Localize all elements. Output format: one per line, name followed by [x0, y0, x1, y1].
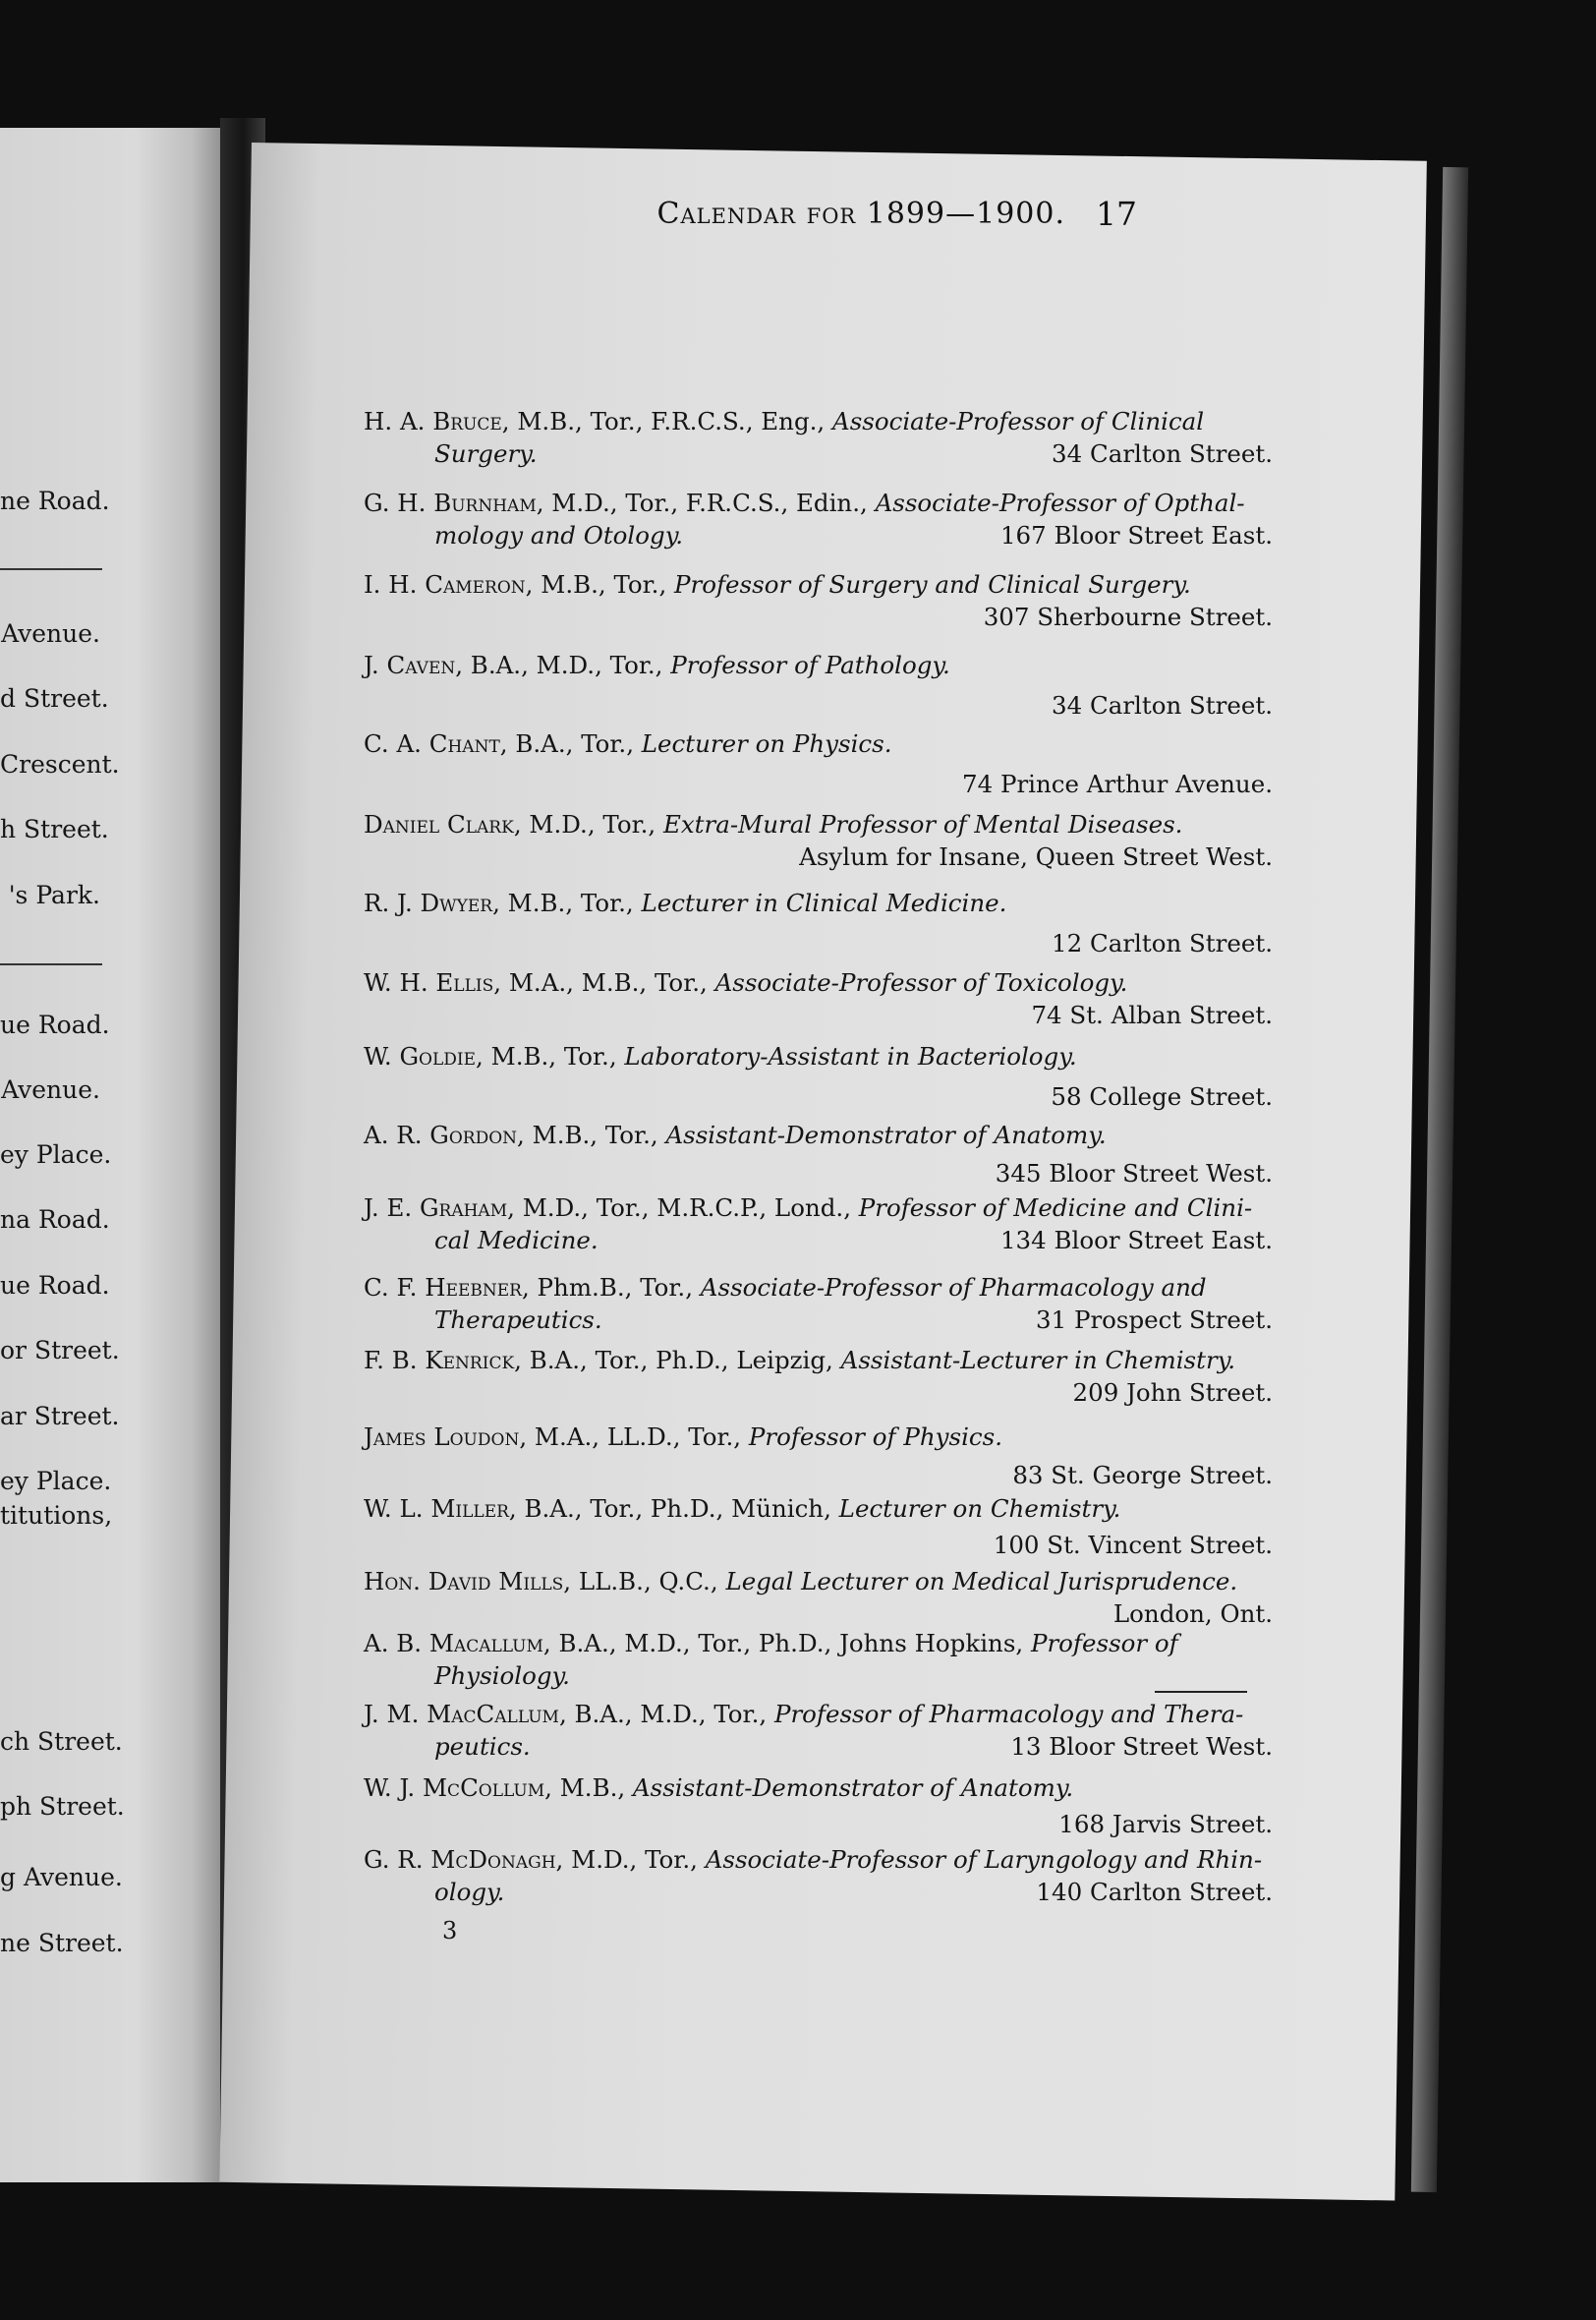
entry-title: Professor of Surgery and Clinical Surgery.: [674, 570, 1191, 599]
entry-quals: , B.A., Tor., Ph.D., Leipzig,: [514, 1346, 841, 1374]
faculty-entry: [364, 1843, 1273, 1908]
entry-quals: , M.D., Tor., F.R.C.S., Edin.,: [536, 489, 876, 517]
entry-title: Professor of Medicine and Clini-: [858, 1193, 1253, 1222]
entry-address: 167 Bloor Street East.: [999, 521, 1273, 550]
entry-title: Associate-Professor of Laryngology and Rhin-: [705, 1845, 1263, 1874]
faculty-entry: [364, 1627, 1273, 1692]
entry-title: Associate-Professor of Toxicology.: [714, 968, 1128, 997]
left-fragment: g Avenue.: [0, 1863, 123, 1891]
faculty-entry: [364, 966, 1273, 1031]
entry-name: W. Goldie: [364, 1042, 477, 1071]
entry-name: J. M. MacCallum: [364, 1700, 559, 1728]
left-fragment: ar Street.: [0, 1402, 120, 1430]
entry-name: G. H. Burnham: [364, 489, 537, 517]
entry-address: 83 St. George Street.: [1012, 1461, 1273, 1489]
entry-address: 13 Bloor Street West.: [1010, 1732, 1273, 1761]
faculty-entry: [364, 1344, 1273, 1409]
entry-title: Professor of: [1030, 1629, 1178, 1657]
entry-quals: , B.A., M.D., Tor.,: [558, 1700, 774, 1728]
entry-address: 34 Carlton Street.: [1052, 439, 1273, 468]
entry-name: Daniel Clark: [364, 810, 514, 839]
faculty-entry: [364, 487, 1273, 551]
faculty-entry: [364, 1040, 1273, 1113]
entry-quals: , M.B., Tor.,: [492, 889, 642, 917]
entry-name: A. R. Gordon: [364, 1121, 518, 1149]
entry-quals: , M.D., Tor.,: [513, 810, 663, 839]
section-rule: [1155, 1691, 1247, 1693]
entry-name: I. H. Cameron: [364, 570, 526, 599]
entry-address: 74 Prince Arthur Avenue.: [962, 770, 1273, 798]
entry-address: 58 College Street.: [1051, 1082, 1273, 1111]
entry-quals: , B.A., M.D., Tor., Ph.D., Johns Hopkins,: [542, 1629, 1031, 1657]
faculty-entry: [364, 1119, 1273, 1189]
entry-address: London, Ont.: [1112, 1599, 1273, 1628]
faculty-entry: [364, 887, 1273, 959]
entry-title: Professor of Pathology.: [670, 651, 950, 679]
left-fragment: Avenue.: [1, 1075, 100, 1104]
faculty-entry: [364, 1421, 1273, 1491]
faculty-entry: [364, 727, 1273, 800]
entry-quals: , B.A., M.D., Tor.,: [455, 651, 671, 679]
left-fragment: d Street.: [0, 684, 109, 713]
left-page: [0, 128, 226, 2182]
entry-name: W. H. Ellis: [364, 968, 494, 997]
entry-title: Lecturer in Clinical Medicine.: [641, 889, 1007, 917]
left-fragment: ue Road.: [0, 1011, 110, 1039]
entry-quals: , M.B., Tor.,: [525, 570, 675, 599]
entry-title-cont: mology and Otology.: [434, 521, 684, 550]
left-fragment: Crescent.: [0, 750, 120, 779]
running-header: Calendar for 1899—1900.: [656, 197, 1065, 231]
faculty-entry: [364, 1271, 1273, 1336]
entry-title: Laboratory-Assistant in Bacteriology.: [624, 1042, 1077, 1071]
left-rule: [0, 963, 102, 965]
faculty-entry: [364, 808, 1273, 873]
entry-title-cont: Physiology.: [434, 1661, 570, 1690]
entry-title: Associate-Professor of Opthal-: [875, 489, 1245, 517]
left-fragment: h Street.: [0, 815, 109, 843]
entry-address: 100 St. Vincent Street.: [993, 1531, 1273, 1559]
entry-quals: , M.D., Tor., M.R.C.P., Lond.,: [507, 1193, 859, 1222]
left-fragment: titutions,: [0, 1501, 113, 1530]
entry-quals: , B.A., Tor., Ph.D., Münich,: [508, 1494, 839, 1523]
entry-quals: , M.A., LL.D., Tor.,: [519, 1422, 749, 1451]
left-fragment: or Street.: [0, 1336, 120, 1364]
entry-quals: , M.B., Tor., F.R.C.S., Eng.,: [501, 407, 833, 435]
entry-address: 134 Bloor Street East.: [999, 1226, 1273, 1254]
left-fragment: ey Place.: [0, 1140, 112, 1169]
entry-name: H. A. Bruce: [364, 407, 502, 435]
entry-name: G. R. McDonagh: [364, 1845, 556, 1874]
entry-title-cont: ology.: [434, 1878, 505, 1906]
left-fragment: ey Place.: [0, 1467, 112, 1495]
entry-quals: , M.D., Tor.,: [555, 1845, 706, 1874]
left-rule: [0, 568, 102, 570]
entry-name: J. E. Graham: [364, 1193, 508, 1222]
left-fragment: ue Road.: [0, 1271, 110, 1300]
left-fragment: ch Street.: [0, 1727, 123, 1756]
entry-title-cont: cal Medicine.: [434, 1226, 598, 1254]
entry-quals: , M.A., M.B., Tor.,: [493, 968, 715, 997]
faculty-entry: [364, 405, 1273, 470]
entry-address: 31 Prospect Street.: [1036, 1305, 1273, 1334]
entry-name: R. J. Dwyer: [364, 889, 493, 917]
entry-title-cont: peutics.: [434, 1732, 531, 1761]
entry-address: 34 Carlton Street.: [1052, 691, 1273, 720]
entry-title: Extra-Mural Professor of Mental Diseases.: [662, 810, 1183, 839]
entry-address: 345 Bloor Street West.: [995, 1159, 1273, 1188]
entry-title-cont: Therapeutics.: [434, 1305, 602, 1334]
faculty-entry: [364, 568, 1273, 633]
entry-name: Hon. David Mills: [364, 1567, 564, 1595]
left-fragment: ph Street.: [0, 1792, 125, 1821]
entry-address: 12 Carlton Street.: [1052, 929, 1273, 957]
entry-quals: , M.B.,: [544, 1773, 633, 1802]
faculty-entry: [364, 1698, 1273, 1763]
faculty-entry: [364, 1191, 1273, 1256]
left-fragment: 's Park.: [8, 881, 100, 909]
entry-name: A. B. Macallum: [364, 1629, 543, 1657]
entry-address: 168 Jarvis Street.: [1058, 1810, 1273, 1838]
entry-title-cont: Surgery.: [434, 439, 538, 468]
entry-title: Lecturer on Physics.: [641, 729, 892, 758]
faculty-entry: [364, 1771, 1273, 1840]
faculty-entry: [364, 1492, 1273, 1561]
entry-title: Lecturer on Chemistry.: [838, 1494, 1121, 1523]
entry-address: 140 Carlton Street.: [1036, 1878, 1273, 1906]
left-fragment: na Road.: [0, 1205, 110, 1234]
entry-title: Associate-Professor of Clinical: [832, 407, 1205, 435]
entry-name: C. F. Heebner: [364, 1273, 522, 1302]
entry-address: 307 Sherbourne Street.: [983, 603, 1273, 631]
left-fragment: Avenue.: [1, 619, 100, 648]
entry-name: F. B. Kenrick: [364, 1346, 515, 1374]
entry-quals: , B.A., Tor.,: [499, 729, 642, 758]
entry-name: C. A. Chant: [364, 729, 500, 758]
entry-quals: , M.B., Tor.,: [517, 1121, 666, 1149]
faculty-entry: [364, 1565, 1273, 1630]
signature-mark: 3: [442, 1917, 458, 1944]
entry-address: Asylum for Insane, Queen Street West.: [799, 842, 1273, 871]
entry-title: Associate-Professor of Pharmacology and: [700, 1273, 1207, 1302]
entry-name: W. L. Miller: [364, 1494, 509, 1523]
entry-title: Professor of Physics.: [748, 1422, 1002, 1451]
entry-quals: , Phm.B., Tor.,: [521, 1273, 701, 1302]
entry-quals: , LL.B., Q.C.,: [563, 1567, 726, 1595]
entry-title: Professor of Pharmacology and Thera-: [773, 1700, 1244, 1728]
left-fragment: ne Street.: [0, 1929, 124, 1957]
entry-title: Legal Lecturer on Medical Jurisprudence.: [725, 1567, 1238, 1595]
entry-name: James Loudon: [364, 1422, 520, 1451]
entry-address: 74 St. Alban Street.: [1031, 1001, 1273, 1029]
entry-quals: , M.B., Tor.,: [476, 1042, 625, 1071]
entry-title: Assistant-Demonstrator of Anatomy.: [665, 1121, 1107, 1149]
left-fragment: ne Road.: [0, 487, 110, 515]
faculty-entry: [364, 649, 1273, 722]
entry-address: 209 John Street.: [1072, 1378, 1273, 1407]
entry-title: Assistant-Lecturer in Chemistry.: [840, 1346, 1236, 1374]
entry-title: Assistant-Demonstrator of Anatomy.: [632, 1773, 1074, 1802]
entry-name: J. Caven: [364, 651, 456, 679]
page-number: 17: [1096, 195, 1137, 233]
entry-name: W. J. McCollum: [364, 1773, 545, 1802]
